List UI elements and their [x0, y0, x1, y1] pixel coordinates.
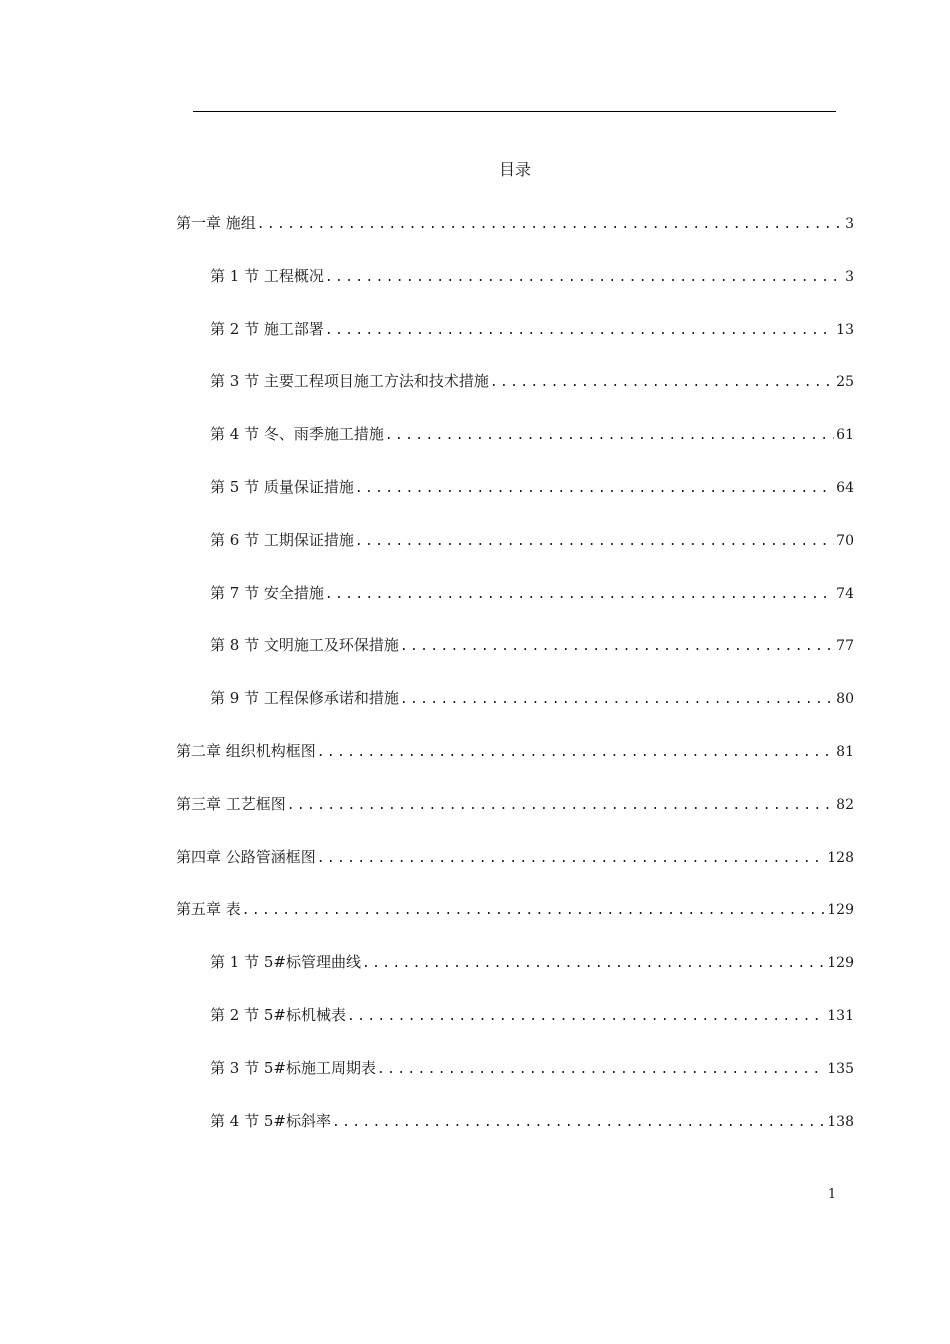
toc-dot-leader [355, 477, 834, 501]
toc-entry-label: 第 1 节 工程概况 [210, 266, 324, 285]
toc-dot-leader [287, 794, 834, 818]
toc-entry-label: 第 2 节 5#标机械表 [210, 1006, 346, 1024]
toc-section-entry[interactable] [210, 528, 854, 552]
toc-chapter-entry[interactable] [176, 211, 854, 235]
toc-section-entry[interactable] [210, 633, 854, 657]
toc-dot-leader [400, 635, 834, 659]
toc-entry-label: 第 3 节 5#标施工周期表 [210, 1058, 376, 1077]
toc-entry-page: 80 [836, 691, 854, 708]
toc-dot-leader [490, 371, 834, 395]
toc-section-entry[interactable] [210, 686, 854, 710]
toc-section-entry[interactable] [210, 950, 854, 974]
toc-chapter-entry[interactable] [176, 792, 854, 816]
toc-entry-label: 第 3 节 主要工程项目施工方法和技术措施 [210, 372, 489, 391]
toc-entry-label: 第三章 工艺框图 [176, 794, 286, 813]
toc-entry-label: 第五章 表 [176, 900, 241, 919]
toc-section-entry[interactable] [210, 581, 854, 605]
toc-chapter-entry[interactable] [176, 739, 854, 763]
toc-entry-page: 135 [827, 1060, 854, 1077]
toc-entry-label: 第四章 公路管涵框图 [176, 847, 316, 866]
toc-entry-page: 138 [827, 1113, 854, 1130]
toc-title: 目录 [498, 160, 531, 179]
toc-entry-page: 3 [845, 268, 854, 285]
toc-entry-page: 81 [836, 744, 854, 760]
toc-dot-leader [347, 1005, 825, 1029]
toc-entry-label: 第 6 节 工期保证措施 [210, 530, 354, 549]
toc-entry-page: 25 [836, 374, 854, 391]
toc-entry-label: 第 4 节 冬、雨季施工措施 [210, 425, 384, 444]
toc-entry-page: 74 [836, 585, 854, 602]
toc-entry-label: 第 9 节 工程保修承诺和措施 [210, 689, 399, 708]
toc-entry-page: 131 [827, 1008, 854, 1024]
toc-dot-leader [377, 1058, 825, 1082]
toc-entry-page: 61 [836, 427, 854, 444]
toc-section-entry[interactable] [210, 1003, 854, 1027]
toc-dot-leader [355, 530, 834, 554]
toc-dot-leader [317, 847, 825, 871]
toc-entry-page: 128 [827, 849, 854, 866]
toc-entry-page: 129 [827, 955, 854, 972]
toc-entry-page: 82 [836, 796, 854, 813]
toc-dot-leader [325, 583, 834, 607]
toc-dot-leader [242, 899, 825, 923]
toc-entry-label: 第 1 节 5#标管理曲线 [210, 953, 361, 972]
toc-section-entry[interactable] [210, 475, 854, 499]
page-number: 1 [827, 1187, 837, 1202]
toc-entry-page: 3 [845, 216, 854, 232]
toc-entry-page: 64 [836, 480, 854, 496]
toc-entry-label: 第 8 节 文明施工及环保措施 [210, 636, 399, 655]
toc-dot-leader [362, 952, 825, 976]
toc-entry-label: 第二章 组织机构框图 [176, 742, 316, 760]
toc-dot-leader [332, 1111, 825, 1135]
toc-section-entry[interactable] [210, 1056, 854, 1080]
toc-entry-page: 70 [836, 532, 854, 549]
toc-entry-label: 第一章 施组 [176, 214, 256, 232]
toc-section-entry[interactable] [210, 422, 854, 446]
toc-section-entry[interactable] [210, 264, 854, 288]
toc-entry-label: 第 2 节 施工部署 [210, 319, 324, 338]
toc-dot-leader [317, 741, 834, 765]
toc-dot-leader [385, 424, 834, 448]
toc-entry-label: 第 7 节 安全措施 [210, 583, 324, 602]
toc-dot-leader [325, 266, 843, 290]
toc-entry-page: 13 [836, 321, 854, 338]
toc-chapter-entry[interactable] [176, 897, 854, 921]
toc-entry-page: 129 [827, 902, 854, 919]
toc-entry-label: 第 5 节 质量保证措施 [210, 478, 354, 496]
toc-chapter-entry[interactable] [176, 845, 854, 869]
toc-section-entry[interactable] [210, 1109, 854, 1133]
toc-dot-leader [257, 213, 843, 237]
toc-section-entry[interactable] [210, 317, 854, 341]
toc-dot-leader [400, 688, 834, 712]
toc-dot-leader [325, 319, 834, 343]
toc-entry-label: 第 4 节 5#标斜率 [210, 1111, 331, 1130]
toc-entry-page: 77 [836, 638, 854, 655]
toc-section-entry[interactable] [210, 369, 854, 393]
